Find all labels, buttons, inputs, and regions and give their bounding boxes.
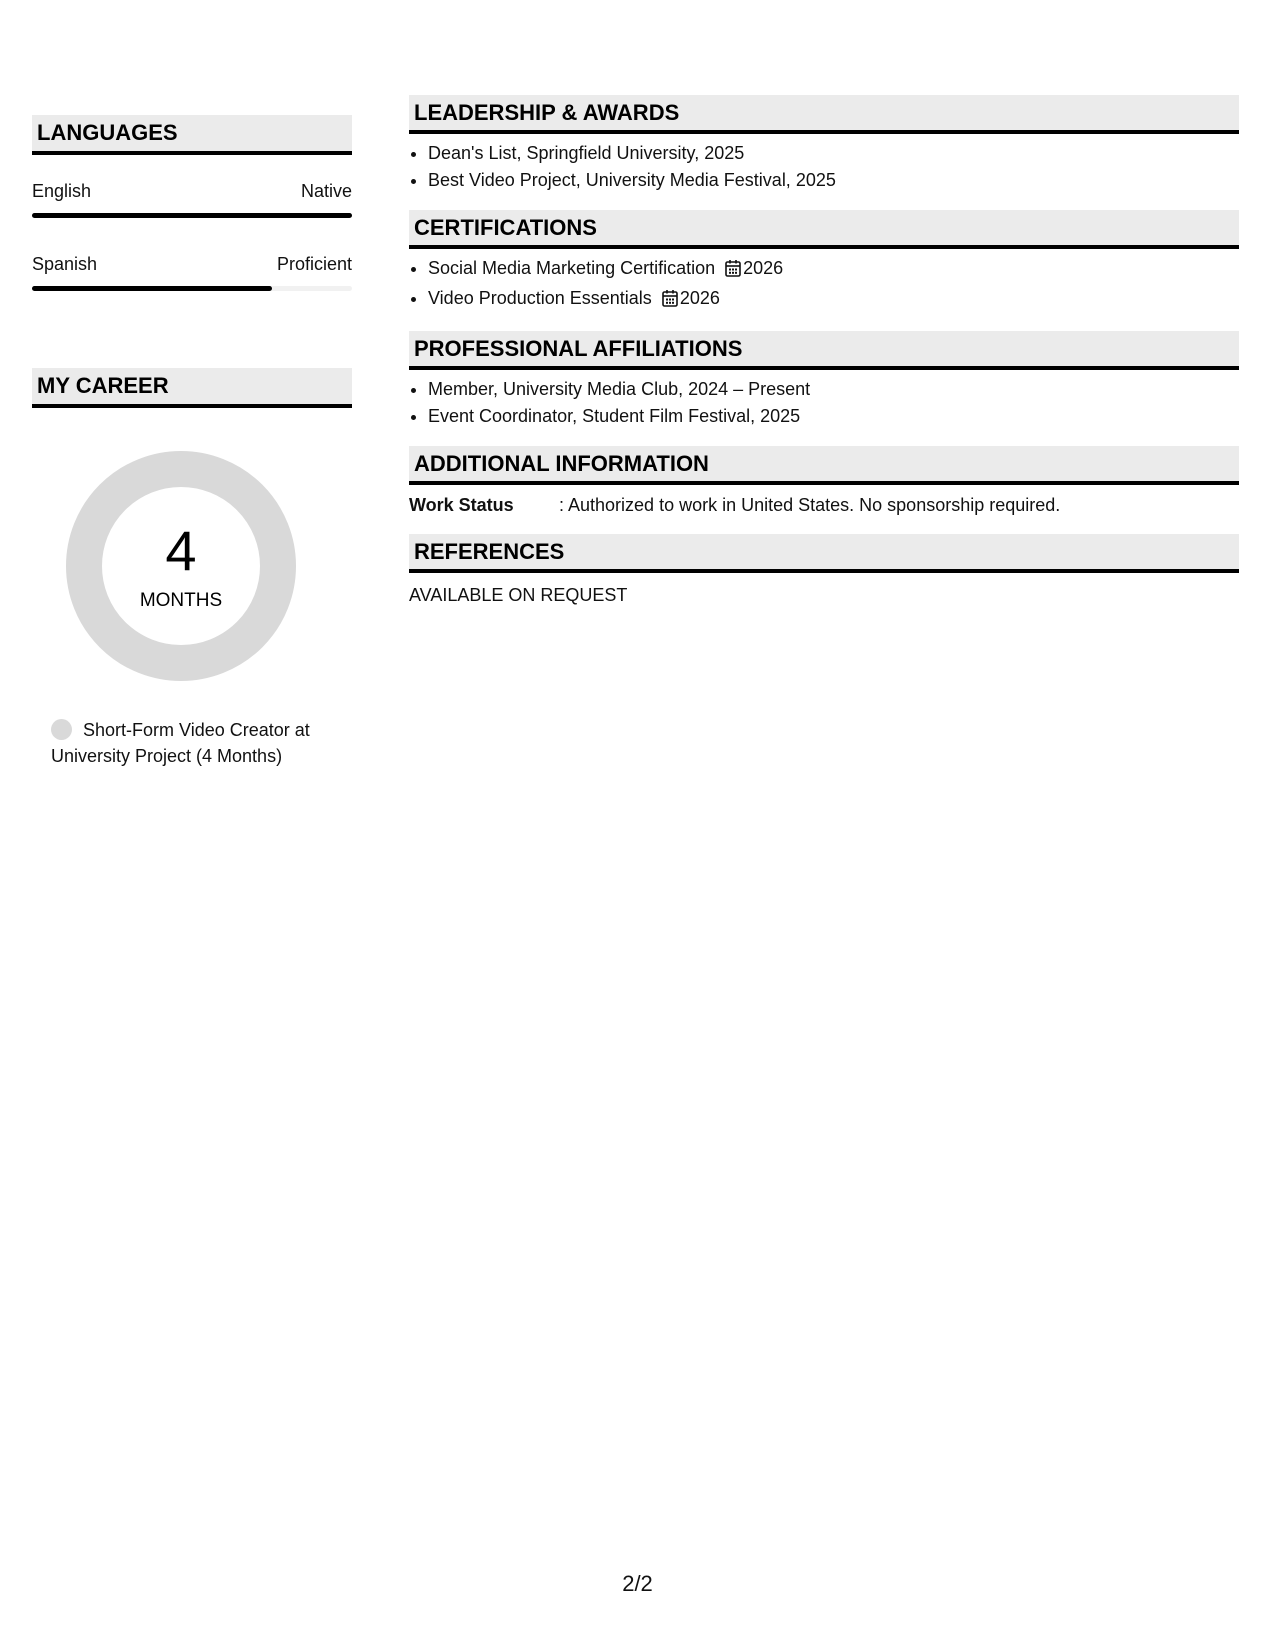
affiliations-heading: PROFESSIONAL AFFILIATIONS [409, 331, 1239, 370]
certification-year: 2026 [679, 288, 720, 308]
certification-item [428, 285, 1239, 315]
calendar-icon [725, 258, 741, 285]
certifications-heading: CERTIFICATIONS [409, 210, 1239, 249]
leadership-item: • Best Video Project, University Media Festival, 2025 [428, 167, 1239, 194]
donut-total-value: 4 [165, 519, 197, 582]
career-legend-item [51, 717, 341, 769]
legend-dot-icon [51, 719, 72, 740]
additional-info-heading: ADDITIONAL INFORMATION [409, 446, 1239, 485]
page-number: 2/2 [622, 1571, 653, 1596]
languages-section [32, 115, 352, 291]
language-name: Spanish [32, 254, 98, 274]
work-status-row [409, 492, 1239, 518]
donut-total-unit: MONTHS [139, 590, 223, 611]
calendar-icon [662, 288, 678, 315]
left-column [32, 115, 352, 769]
language-level: Proficient [276, 254, 352, 274]
affiliation-item: • Member, University Media Club, 2024 – Present [428, 376, 1239, 403]
language-item-spanish [32, 252, 352, 291]
certification-year: 2026 [743, 258, 784, 278]
work-status-value: : Authorized to work in United States. No sponsorship required. [559, 495, 1061, 515]
language-bar-fill [32, 213, 352, 218]
certification-name: Video Production Essentials [428, 288, 652, 308]
career-section [32, 368, 352, 769]
certification-name: Social Media Marketing Certification [428, 258, 716, 278]
affiliations-section [409, 331, 1239, 430]
language-bar-fill [32, 286, 272, 291]
leadership-item: • Dean's List, Springfield University, 2025 [428, 140, 1239, 167]
work-status-label: Work Status [409, 495, 514, 515]
language-bar-track [32, 213, 352, 218]
languages-heading: LANGUAGES [32, 115, 352, 155]
language-bar-track [32, 286, 352, 291]
language-name: English [32, 181, 92, 201]
career-entry-text: Short-Form Video Creator at University Project (4 Months) [51, 720, 310, 766]
certification-item [428, 255, 1239, 285]
career-donut-chart [66, 451, 296, 681]
language-item-english [32, 179, 352, 218]
career-heading: MY CAREER [32, 368, 352, 408]
affiliation-item: • Event Coordinator, Student Film Festival, 2025 [428, 403, 1239, 430]
language-level: Native [300, 181, 352, 201]
references-heading: REFERENCES [409, 534, 1239, 573]
additional-info-section [409, 446, 1239, 518]
references-text: AVAILABLE ON REQUEST [409, 585, 628, 605]
leadership-section [409, 95, 1239, 194]
leadership-heading: LEADERSHIP & AWARDS [409, 95, 1239, 134]
certifications-section [409, 210, 1239, 315]
references-section [409, 534, 1239, 608]
right-column [409, 95, 1239, 608]
